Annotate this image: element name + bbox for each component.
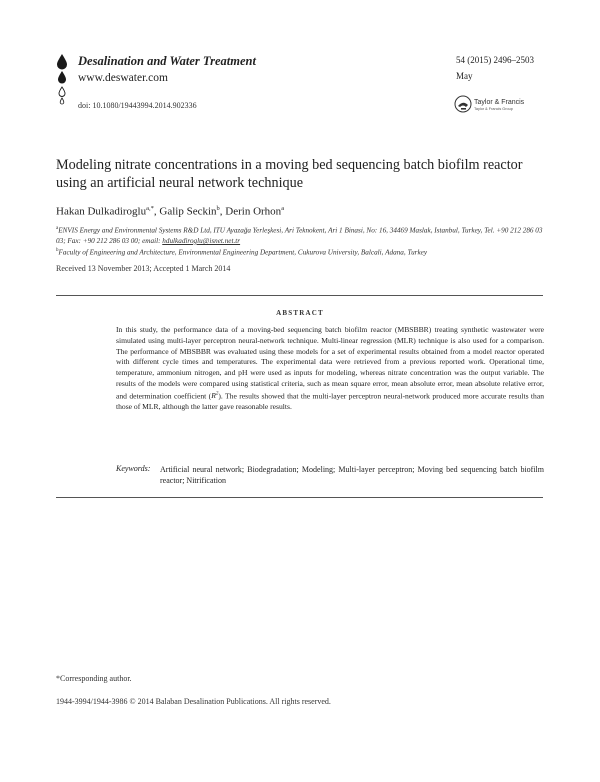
email-link[interactable]: hdulkadiroglu@isnet.net.tr <box>162 236 241 245</box>
journal-url[interactable]: www.deswater.com <box>78 72 168 84</box>
author-name: Hakan Dulkadiroglu <box>56 205 147 218</box>
affiliation-b <box>56 246 548 258</box>
corresponding-author-note: *Corresponding author. <box>56 674 132 683</box>
volume-pages: 54 (2015) 2496–2503 <box>456 55 534 65</box>
author-list: Hakan Dulkadiroglu$^{a,*}$, Galip Seckin$^b$, Derin Orhon$^a$ <box>56 205 285 218</box>
keywords-label: Keywords: <box>116 464 151 473</box>
abstract-text-continued: ). The results showed that the multi-layer perceptron neural-network produced more accurate results than those of MLR, although the latter gave reasonable results. <box>116 391 544 411</box>
divider <box>56 295 543 296</box>
copyright-line: 1944-3994/1944-3986 © 2014 Balaban Desalination Publications. All rights reserved. <box>56 697 331 706</box>
publisher-logo <box>454 94 544 116</box>
affiliation-text: Faculty of Engineering and Architecture, Environmental Engineering Department, Cukurova University, Balcali, Adana, Turkey <box>58 248 428 257</box>
abstract-body <box>116 325 544 413</box>
abstract-heading: ABSTRACT <box>276 309 324 317</box>
author-affiliation-mark: a,* <box>146 205 154 212</box>
issue-month: May <box>456 71 473 81</box>
doi[interactable]: doi: 10.1080/19443994.2014.902336 <box>78 101 197 110</box>
water-drops-icon <box>54 54 70 106</box>
author-name: Galip Seckin <box>159 205 217 218</box>
publisher-name: Taylor & Francis <box>474 99 525 106</box>
affiliation-mark: a <box>56 226 59 231</box>
journal-title: Desalination and Water Treatment <box>78 54 256 68</box>
affiliation-mark: b <box>56 248 59 253</box>
paper-title: Modeling nitrate concentrations in a moving bed sequencing batch biofilm reactor using an artificial neural network technique <box>56 157 523 191</box>
author-name: Derin Orhon <box>225 205 282 218</box>
author-affiliation-mark: a <box>281 205 285 212</box>
taylor-francis-lamp-icon <box>455 96 471 112</box>
received-accepted-dates: Received 13 November 2013; Accepted 1 March 2014 <box>56 264 231 273</box>
author-affiliation-mark: b <box>216 205 220 212</box>
divider <box>56 497 543 498</box>
affiliation-text: ENVIS Energy and Environmental Systems R&D Ltd, ITU Ayazağa Yerleşkesi, Ari Teknokent, Ari 1 Binasi, No: 16, 34469 Maslak, Istanbul, Turkey, Tel. +90 212 286 03 03; Fax: +90 212 286 03 00; email: <box>56 226 543 245</box>
affiliation-a <box>56 224 548 246</box>
abstract-text: In this study, the performance data of a moving-bed sequencing batch biofilm reactor (MBSBBR) treating synthetic wastewater were simulated using multi-layer perceptron neural-network technique. Multi-linear regression (MLR) technique is also used for a comparison. The performance of MBSBBR was evaluated using these models for a set of experimental results obtained from a model reactor operated with different cycle times and temperatures. The experimental data were retrieved from a previous reported work. Operational time, temperature, ammonium nitrogen, and pH were used as inputs for modeling, whereas nitrate concentration was the output variable. The results of the models were compared using statistical criteria, such as mean square error, mean absolute error, mean absolute relative error, and determination coefficient ( <box>116 325 544 401</box>
publisher-group: Taylor & Francis Group <box>474 107 513 111</box>
r-squared-symbol: $R^2$ <box>211 391 219 401</box>
keywords-list: Artificial neural network; Biodegradation; Modeling; Multi-layer perceptron; Moving bed sequencing batch biofilm reactor; Nitrification <box>160 465 544 485</box>
